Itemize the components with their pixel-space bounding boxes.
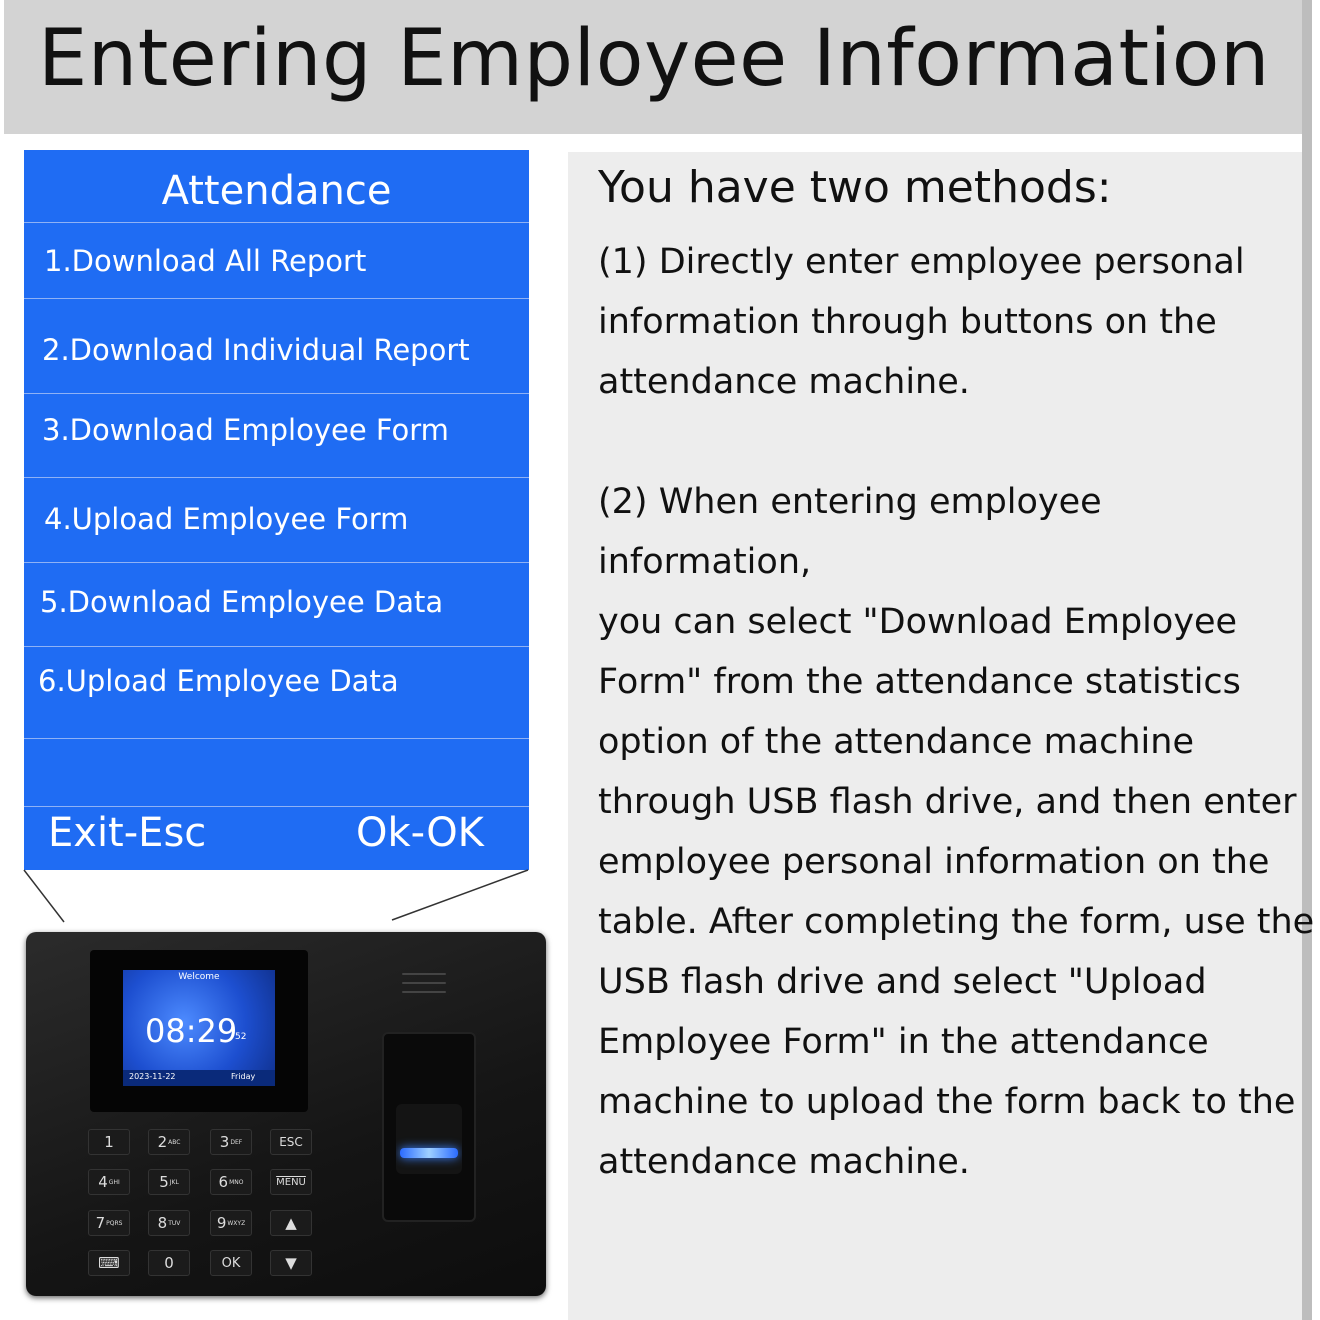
menu-item-upload-employee-data[interactable]: 6.Upload Employee Data bbox=[38, 664, 399, 698]
screen-day: Friday bbox=[231, 1072, 256, 1081]
menu-item-download-employee-data[interactable]: 5.Download Employee Data bbox=[40, 585, 444, 619]
method-two-text: (2) When entering employee information, you can select "Download Employee Form" from the attendance statistics option of the attendance machine through USB flash drive, and then enter employee personal information on the table. After completing the form, use the USB flash drive and select "Upload Employee Form" in the attendance machine to upload the form back to the attendance machine. bbox=[598, 482, 1315, 1182]
key-menu[interactable]: MENU bbox=[270, 1169, 312, 1195]
screen-bezel bbox=[90, 950, 308, 1112]
menu-item-download-all-report[interactable]: 1.Download All Report bbox=[44, 244, 367, 278]
key-esc[interactable]: ESC bbox=[270, 1129, 312, 1155]
menu-title: Attendance bbox=[161, 168, 392, 214]
methods-panel bbox=[568, 152, 1315, 1320]
key-5[interactable]: 5 JKL bbox=[148, 1169, 190, 1195]
screen-welcome-text: Welcome bbox=[178, 972, 220, 982]
methods-heading: You have two methods: bbox=[598, 162, 1112, 213]
key-4[interactable]: 4 GHI bbox=[88, 1169, 130, 1195]
speaker-grille-icon bbox=[402, 966, 446, 1000]
menu-item-upload-employee-form[interactable]: 4.Upload Employee Form bbox=[44, 502, 409, 536]
attendance-machine bbox=[26, 932, 546, 1296]
down-arrow-icon[interactable]: ▼ bbox=[270, 1250, 312, 1276]
key-7[interactable]: 7 PQRS bbox=[88, 1210, 130, 1236]
key-6[interactable]: 6 MNO bbox=[210, 1169, 252, 1195]
key-9[interactable]: 9 WXYZ bbox=[210, 1210, 252, 1236]
key-3[interactable]: 3 DEF bbox=[210, 1129, 252, 1155]
screen-clock: 08:29 bbox=[145, 1012, 238, 1050]
menu-item-download-individual-report[interactable]: 2.Download Individual Report bbox=[42, 333, 470, 367]
exit-esc-label[interactable]: Exit-Esc bbox=[48, 810, 207, 856]
fingerprint-reader[interactable] bbox=[382, 1032, 476, 1222]
device-screen bbox=[123, 970, 275, 1086]
key-ok[interactable]: OK bbox=[210, 1250, 252, 1276]
ok-label[interactable]: Ok-OK bbox=[356, 810, 484, 856]
key-2[interactable]: 2 ABC bbox=[148, 1129, 190, 1155]
up-arrow-icon[interactable]: ▲ bbox=[270, 1210, 312, 1236]
page-title: Entering Employee Information bbox=[38, 14, 1270, 104]
key-1[interactable]: 1 bbox=[88, 1129, 130, 1155]
method-one-text: (1) Directly enter employee personal information through buttons on the attendance machine. bbox=[598, 242, 1245, 402]
key-0[interactable]: 0 bbox=[148, 1250, 190, 1276]
menu-item-download-employee-form[interactable]: 3.Download Employee Form bbox=[42, 413, 449, 447]
keyboard-icon[interactable]: ⌨ bbox=[88, 1250, 130, 1276]
screen-date: 2023-11-22 bbox=[129, 1072, 176, 1081]
screen-seconds: 52 bbox=[235, 1032, 247, 1042]
key-8[interactable]: 8 TUV bbox=[148, 1210, 190, 1236]
fingerprint-sensor-icon bbox=[396, 1104, 462, 1174]
